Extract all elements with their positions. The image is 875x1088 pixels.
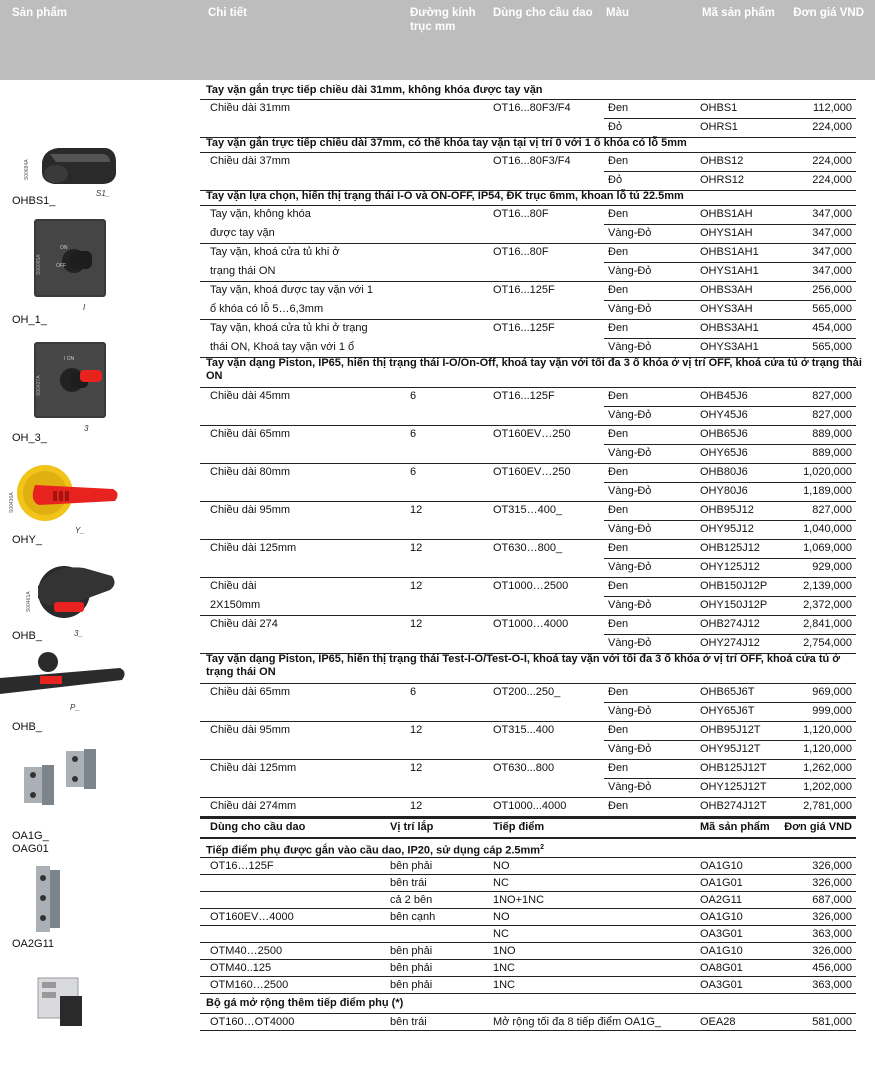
aux-contact-cell: 1NC: [493, 962, 516, 974]
row-divider: [200, 425, 856, 426]
color-cell: Đen: [608, 686, 629, 698]
color-cell: Đen: [608, 542, 629, 554]
row-divider: [200, 281, 856, 282]
pistol-handle-long-black-icon: [0, 650, 130, 720]
for-breaker-cell: OT160EV…250: [493, 428, 571, 440]
aux-section-title-sup: 2: [540, 844, 544, 851]
diameter-cell: 6: [410, 466, 417, 478]
for-breaker-cell: OT1000...4000: [493, 800, 567, 812]
price-cell: 565,000: [812, 341, 852, 353]
price-cell: 2,139,000: [803, 580, 852, 592]
aux-header-divider: [200, 837, 856, 839]
for-breaker-cell: OT16...125F: [493, 322, 555, 334]
product-code-cell: OHB125J12T: [700, 762, 767, 774]
color-cell: Đen: [608, 102, 629, 114]
color-cell: Đỏ: [608, 121, 623, 133]
svg-text:S00095A: S00095A: [36, 254, 42, 275]
aux-code-cell: OA3G01: [700, 928, 743, 940]
svg-text:S00684A: S00684A: [24, 159, 30, 180]
diameter-cell: 12: [410, 580, 423, 592]
price-cell: 929,000: [812, 561, 852, 573]
aux-price-cell: 326,000: [812, 860, 852, 872]
product-code-cell: OHB95J12: [700, 504, 754, 516]
diameter-cell: 12: [410, 800, 423, 812]
product-code-cell: OHRS1: [700, 121, 738, 133]
aux-row-divider: [200, 942, 856, 943]
product-code-cell: OHY125J12: [700, 561, 760, 573]
price-cell: 827,000: [812, 390, 852, 402]
diameter-cell: 12: [410, 762, 423, 774]
aux-code-cell: OA1G10: [700, 860, 743, 872]
aux-pos-cell: bên trái: [390, 1016, 427, 1028]
color-cell: Đen: [608, 724, 629, 736]
aux-price-cell: 326,000: [812, 945, 852, 957]
color-cell: Đen: [608, 762, 629, 774]
product-code-cell: OHBS3AH: [700, 284, 753, 296]
price-cell: 889,000: [812, 428, 852, 440]
caption-ohb-2: OHB_: [12, 721, 42, 733]
price-cell: 1,040,000: [803, 523, 852, 535]
row-divider: [604, 520, 856, 521]
for-breaker-cell: OT315...400: [493, 724, 555, 736]
aux-for-cell: OTM40…2500: [210, 945, 283, 957]
aux-price-cell: 687,000: [812, 894, 852, 906]
detail-cell: Chiều dài 65mm: [210, 428, 291, 440]
row-divider: [200, 721, 856, 722]
color-cell: Đỏ: [608, 174, 623, 186]
product-code-cell: OHB95J12T: [700, 724, 761, 736]
price-cell: 2,841,000: [803, 618, 852, 630]
detail-cell: Chiều dài 95mm: [210, 724, 291, 736]
aux-row-divider: [200, 925, 856, 926]
aux-code-cell: OA1G01: [700, 877, 743, 889]
row-divider: [200, 759, 856, 760]
row-divider: [604, 300, 856, 301]
product-code-cell: OHBS1: [700, 102, 738, 114]
price-cell: 224,000: [812, 121, 852, 133]
svg-text:I_: I_: [83, 303, 90, 310]
svg-text:P_: P_: [70, 703, 80, 712]
pistol-handle-yellow-red-icon: [5, 455, 125, 540]
row-divider: [604, 740, 856, 741]
product-code-cell: OHRS12: [700, 174, 745, 186]
price-cell: 347,000: [812, 208, 852, 220]
aux-for-cell: OT160EV…4000: [210, 911, 294, 923]
section-title-divider: [200, 387, 856, 388]
product-code-cell: OHB125J12: [700, 542, 760, 554]
row-divider: [604, 224, 856, 225]
diameter-cell: 12: [410, 504, 423, 516]
detail-cell: Tay vặn, khoá cửa tủ khi ở trạng: [210, 322, 368, 334]
aux-price-cell: 456,000: [812, 962, 852, 974]
price-cell: 999,000: [812, 705, 852, 717]
aux-contact-double-icon: [28, 862, 68, 937]
price-cell: 112,000: [813, 102, 852, 114]
section-title-divider: [200, 152, 856, 153]
section-title: Tay vặn lựa chọn, hiển thị trạng thái I-O và ON-OFF, IP54, ĐK trục 6mm, khoan lỗ tủ 22.5mm: [206, 190, 684, 202]
aux-contact-cell: NO: [493, 860, 510, 872]
section-title: Tay vặn gắn trực tiếp chiều dài 31mm, không khóa được tay vặn: [206, 84, 543, 96]
product-code-cell: OHB80J6: [700, 466, 748, 478]
price-cell: 827,000: [812, 409, 852, 421]
diameter-cell: 6: [410, 390, 417, 402]
detail-cell: Chiều dài 274: [210, 618, 278, 630]
detail-cell: trạng thái ON: [210, 265, 276, 277]
row-divider: [604, 482, 856, 483]
aux-contact-cell: 1NC: [493, 979, 516, 991]
aux-row-divider: [200, 908, 856, 909]
product-code-cell: OHB65J6T: [700, 686, 755, 698]
product-code-cell: OHY274J12: [700, 637, 760, 649]
product-code-cell: OHY95J12: [700, 523, 754, 535]
color-cell: Vàng-Đỏ: [608, 743, 652, 755]
product-code-cell: OHB274J12: [700, 618, 760, 630]
product-code-cell: OHB150J12P: [700, 580, 768, 592]
svg-text:I ON: I ON: [64, 356, 75, 362]
product-code-cell: OHB274J12T: [700, 800, 767, 812]
row-divider: [604, 118, 856, 119]
aux-pos-cell: bên trái: [390, 877, 427, 889]
color-cell: Đen: [608, 208, 629, 220]
aux-pos-cell: bên phải: [390, 979, 433, 991]
detail-cell: 2X150mm: [210, 599, 261, 611]
price-cell: 1,120,000: [803, 743, 852, 755]
caption-oa2g11: OA2G11: [12, 938, 54, 950]
aux-header-for: Dùng cho cầu dao: [210, 821, 306, 833]
row-divider: [200, 463, 856, 464]
for-breaker-cell: OT630…800_: [493, 542, 563, 554]
for-breaker-cell: OT200...250_: [493, 686, 561, 698]
aux-contact-pair-icon: [20, 745, 100, 815]
product-code-cell: OHY45J6: [700, 409, 748, 421]
detail-cell: được tay vặn: [210, 227, 275, 239]
svg-text:Y_: Y_: [75, 526, 85, 535]
aux-row-divider: [200, 1030, 856, 1031]
aux-code-cell: OA3G01: [700, 979, 743, 991]
aux-row-divider: [200, 874, 856, 875]
detail-cell: Chiều dài 80mm: [210, 466, 291, 478]
price-cell: 1,020,000: [803, 466, 852, 478]
color-cell: Đen: [608, 618, 629, 630]
header-price: Đơn giá VND: [793, 7, 864, 19]
caption-ohb-1: OHB_: [12, 630, 42, 642]
diameter-cell: 12: [410, 724, 423, 736]
price-cell: 1,202,000: [803, 781, 852, 793]
color-cell: Đen: [608, 322, 629, 334]
color-cell: Vàng-Đỏ: [608, 781, 652, 793]
selector-handle-black-icon: [26, 215, 111, 310]
product-code-cell: OHBS3AH1: [700, 322, 759, 334]
svg-text:S00461A: S00461A: [26, 591, 32, 612]
svg-text:S00436A: S00436A: [9, 492, 15, 513]
color-cell: Vàng-Đỏ: [608, 409, 652, 421]
row-divider: [200, 577, 856, 578]
product-code-cell: OHBS1AH1: [700, 246, 759, 258]
row-divider: [200, 501, 856, 502]
aux-row-divider: [200, 959, 856, 960]
aux-row-divider: [200, 993, 856, 994]
aux-header-contact: Tiếp điểm: [493, 821, 545, 833]
aux-pos-cell: bên phải: [390, 860, 433, 872]
product-code-cell: OHB65J6: [700, 428, 748, 440]
aux-contact-cell: NO: [493, 911, 510, 923]
for-breaker-cell: OT16...80F: [493, 208, 549, 220]
color-cell: Đen: [608, 504, 629, 516]
section-title-divider: [200, 683, 856, 684]
aux-row-divider: [200, 976, 856, 977]
price-cell: 2,372,000: [803, 599, 852, 611]
detail-cell: Chiều dài 31mm: [210, 102, 291, 114]
row-divider: [200, 797, 856, 798]
row-divider: [604, 778, 856, 779]
for-breaker-cell: OT160EV…250: [493, 466, 571, 478]
aux-header-code: Mã sản phẩm: [700, 821, 770, 833]
product-code-cell: OHBS1AH: [700, 208, 753, 220]
price-cell: 224,000: [812, 174, 852, 186]
aux-section-divider: [200, 857, 856, 858]
aux-section-title: Bộ gá mở rộng thêm tiếp điểm phụ (*): [206, 997, 404, 1009]
aux-row-divider: [200, 891, 856, 892]
detail-cell: Chiều dài 95mm: [210, 504, 291, 516]
header-product: Sản phẩm: [12, 7, 67, 19]
for-breaker-cell: OT16...125F: [493, 284, 555, 296]
price-cell: 347,000: [812, 265, 852, 277]
price-cell: 454,000: [812, 322, 852, 334]
row-divider: [604, 171, 856, 172]
detail-cell: Tay vặn, khoá cửa tủ khi ở: [210, 246, 340, 258]
color-cell: Đen: [608, 246, 629, 258]
diameter-cell: 6: [410, 428, 417, 440]
header-for-breaker: Dùng cho cầu dao: [493, 7, 593, 19]
aux-price-cell: 363,000: [812, 928, 852, 940]
detail-cell: Chiều dài: [210, 580, 257, 592]
price-cell: 565,000: [812, 303, 852, 315]
price-cell: 827,000: [812, 504, 852, 516]
for-breaker-cell: OT16...80F3/F4: [493, 102, 571, 114]
color-cell: Vàng-Đỏ: [608, 599, 652, 611]
svg-text:S00437A: S00437A: [36, 375, 42, 396]
for-breaker-cell: OT315…400_: [493, 504, 563, 516]
detail-cell: Chiều dài 65mm: [210, 686, 291, 698]
product-code-cell: OHYS1AH1: [700, 265, 759, 277]
price-cell: 1,120,000: [803, 724, 852, 736]
for-breaker-cell: OT16...80F3/F4: [493, 155, 571, 167]
caption-ohbs1: OHBS1_: [12, 195, 56, 207]
diameter-cell: 12: [410, 618, 423, 630]
color-cell: Đen: [608, 284, 629, 296]
color-cell: Vàng-Đỏ: [608, 447, 652, 459]
row-divider: [200, 243, 856, 244]
aux-contact-cell: Mở rộng tối đa 8 tiếp điểm OA1G_: [493, 1016, 662, 1028]
product-code-cell: OHY80J6: [700, 485, 748, 497]
aux-contact-cell: NC: [493, 928, 509, 940]
row-divider: [604, 262, 856, 263]
section-title: Tay vặn dạng Piston, IP65, hiển thị trạng thái I-O/On-Off, khoá tay vặn với tối đa 3 ổ khóa ở vị trí OFF, khoá cửa tủ ở trạng thái ON: [206, 357, 862, 382]
aux-pos-cell: cả 2 bên: [390, 894, 433, 906]
detail-cell: thái ON, Khoá tay vặn với 1 ổ: [210, 341, 355, 353]
color-cell: Vàng-Đỏ: [608, 485, 652, 497]
color-cell: Vàng-Đỏ: [608, 303, 652, 315]
detail-cell: Chiều dài 125mm: [210, 762, 297, 774]
diameter-cell: 6: [410, 686, 417, 698]
row-divider: [200, 615, 856, 616]
svg-text:OFF: OFF: [56, 263, 66, 269]
caption-ohy: OHY_: [12, 534, 42, 546]
color-cell: Đen: [608, 466, 629, 478]
price-cell: 969,000: [812, 686, 852, 698]
header-color: Màu: [606, 7, 629, 19]
aux-code-cell: OA1G10: [700, 911, 743, 923]
product-code-cell: OHY125J12T: [700, 781, 767, 793]
detail-cell: Chiều dài 274mm: [210, 800, 297, 812]
header-detail: Chi tiết: [208, 7, 247, 19]
aux-price-cell: 363,000: [812, 979, 852, 991]
section-title-divider: [200, 99, 856, 100]
aux-code-cell: OA1G10: [700, 945, 743, 957]
detail-cell: Tay vặn, khoá được tay vặn với 1: [210, 284, 374, 296]
product-code-cell: OHY95J12T: [700, 743, 761, 755]
product-code-cell: OHB45J6: [700, 390, 748, 402]
product-code-cell: OHY65J6: [700, 447, 748, 459]
product-code-cell: OHYS3AH: [700, 303, 753, 315]
diameter-cell: 12: [410, 542, 423, 554]
color-cell: Đen: [608, 428, 629, 440]
section-title-divider: [200, 205, 856, 206]
detail-cell: Chiều dài 37mm: [210, 155, 291, 167]
aux-for-cell: OT160…OT4000: [210, 1016, 295, 1028]
product-code-cell: OHY150J12P: [700, 599, 768, 611]
aux-pos-cell: bên cạnh: [390, 911, 436, 923]
detail-cell: Chiều dài 125mm: [210, 542, 297, 554]
handle-black-short-icon: [20, 140, 130, 200]
aux-header-divider-top: [200, 817, 856, 819]
header-diameter: Đường kính trục mm: [410, 7, 476, 33]
for-breaker-cell: OT1000…4000: [493, 618, 569, 630]
price-cell: 1,189,000: [803, 485, 852, 497]
row-divider: [604, 702, 856, 703]
aux-code-cell: OEA28: [700, 1016, 736, 1028]
color-cell: Đen: [608, 800, 629, 812]
caption-oag01: OAG01: [12, 843, 49, 855]
color-cell: Đen: [608, 390, 629, 402]
price-cell: 224,000: [812, 155, 852, 167]
aux-section-divider: [200, 1013, 856, 1014]
color-cell: Vàng-Đỏ: [608, 705, 652, 717]
product-code-cell: OHYS3AH1: [700, 341, 759, 353]
color-cell: Vàng-Đỏ: [608, 265, 652, 277]
aux-section-title: Tiếp điểm phụ được gắn vào cầu dao, IP20, sử dụng cáp $2.5mm^2$: [206, 844, 544, 857]
price-cell: 347,000: [812, 227, 852, 239]
aux-code-cell: OA2G11: [700, 894, 742, 906]
for-breaker-cell: OT16...80F: [493, 246, 549, 258]
aux-code-cell: OA8G01: [700, 962, 743, 974]
row-divider: [604, 634, 856, 635]
aux-contact-cell: NC: [493, 877, 509, 889]
aux-header-pos: Vị trí lắp: [390, 821, 434, 833]
color-cell: Vàng-Đỏ: [608, 637, 652, 649]
aux-for-cell: OTM160…2500: [210, 979, 289, 991]
svg-text:3_: 3_: [74, 629, 83, 638]
detail-cell: ổ khóa có lỗ 5…6,3mm: [210, 303, 324, 315]
color-cell: Vàng-Đỏ: [608, 561, 652, 573]
row-divider: [200, 319, 856, 320]
aux-header-price: Đơn giá VND: [784, 821, 852, 833]
color-cell: Đen: [608, 155, 629, 167]
price-cell: 347,000: [812, 246, 852, 258]
aux-for-cell: OT16…125F: [210, 860, 274, 872]
color-cell: Vàng-Đỏ: [608, 523, 652, 535]
row-divider: [604, 406, 856, 407]
price-cell: 1,069,000: [803, 542, 852, 554]
caption-oh1: OH_1_: [12, 314, 47, 326]
price-cell: 2,781,000: [803, 800, 852, 812]
aux-pos-cell: bên phải: [390, 945, 433, 957]
svg-text:3_: 3_: [84, 424, 93, 431]
svg-text:ON: ON: [60, 245, 68, 251]
row-divider: [604, 444, 856, 445]
aux-contact-cell: 1NO+1NC: [493, 894, 545, 906]
aux-price-cell: 581,000: [812, 1016, 852, 1028]
product-code-cell: OHBS12: [700, 155, 744, 167]
price-cell: 256,000: [812, 284, 852, 296]
row-divider: [604, 558, 856, 559]
row-divider: [604, 338, 856, 339]
for-breaker-cell: OT630...800: [493, 762, 555, 774]
detail-cell: Tay vặn, không khóa: [210, 208, 311, 220]
selector-handle-red-icon: [26, 336, 111, 431]
product-code-cell: OHY65J6T: [700, 705, 755, 717]
section-title: Tay vặn gắn trực tiếp chiều dài 37mm, có thể khóa tay vặn tại vị trí 0 với 1 ổ khóa có lỗ 5mm: [206, 137, 687, 149]
price-cell: 889,000: [812, 447, 852, 459]
header-code: Mã sản phẩm: [702, 7, 775, 19]
aux-pos-cell: bên phải: [390, 962, 433, 974]
color-cell: Đen: [608, 580, 629, 592]
color-cell: Vàng-Đỏ: [608, 227, 652, 239]
extension-block-icon: [30, 972, 90, 1032]
row-divider: [200, 539, 856, 540]
svg-text:S1_: S1_: [96, 189, 111, 198]
for-breaker-cell: OT1000…2500: [493, 580, 569, 592]
aux-contact-cell: 1NO: [493, 945, 516, 957]
product-code-cell: OHYS1AH: [700, 227, 753, 239]
aux-for-cell: OTM40..125: [210, 962, 272, 974]
row-divider: [604, 596, 856, 597]
pistol-handle-black-icon: [14, 558, 124, 638]
caption-oa1g: OA1G_: [12, 830, 49, 842]
color-cell: Vàng-Đỏ: [608, 341, 652, 353]
for-breaker-cell: OT16...125F: [493, 390, 555, 402]
price-cell: 1,262,000: [803, 762, 852, 774]
section-title: Tay vặn dạng Piston, IP65, hiển thị trạng thái Test-I-O/Test-O-I, khoá tay vặn với tối đa 3 ổ khóa ở vị trí OFF, khoá cửa tủ ở trạng thái ON: [206, 653, 841, 678]
caption-oh3: OH_3_: [12, 432, 47, 444]
aux-price-cell: 326,000: [812, 911, 852, 923]
detail-cell: Chiều dài 45mm: [210, 390, 291, 402]
price-cell: 2,754,000: [803, 637, 852, 649]
aux-price-cell: 326,000: [812, 877, 852, 889]
